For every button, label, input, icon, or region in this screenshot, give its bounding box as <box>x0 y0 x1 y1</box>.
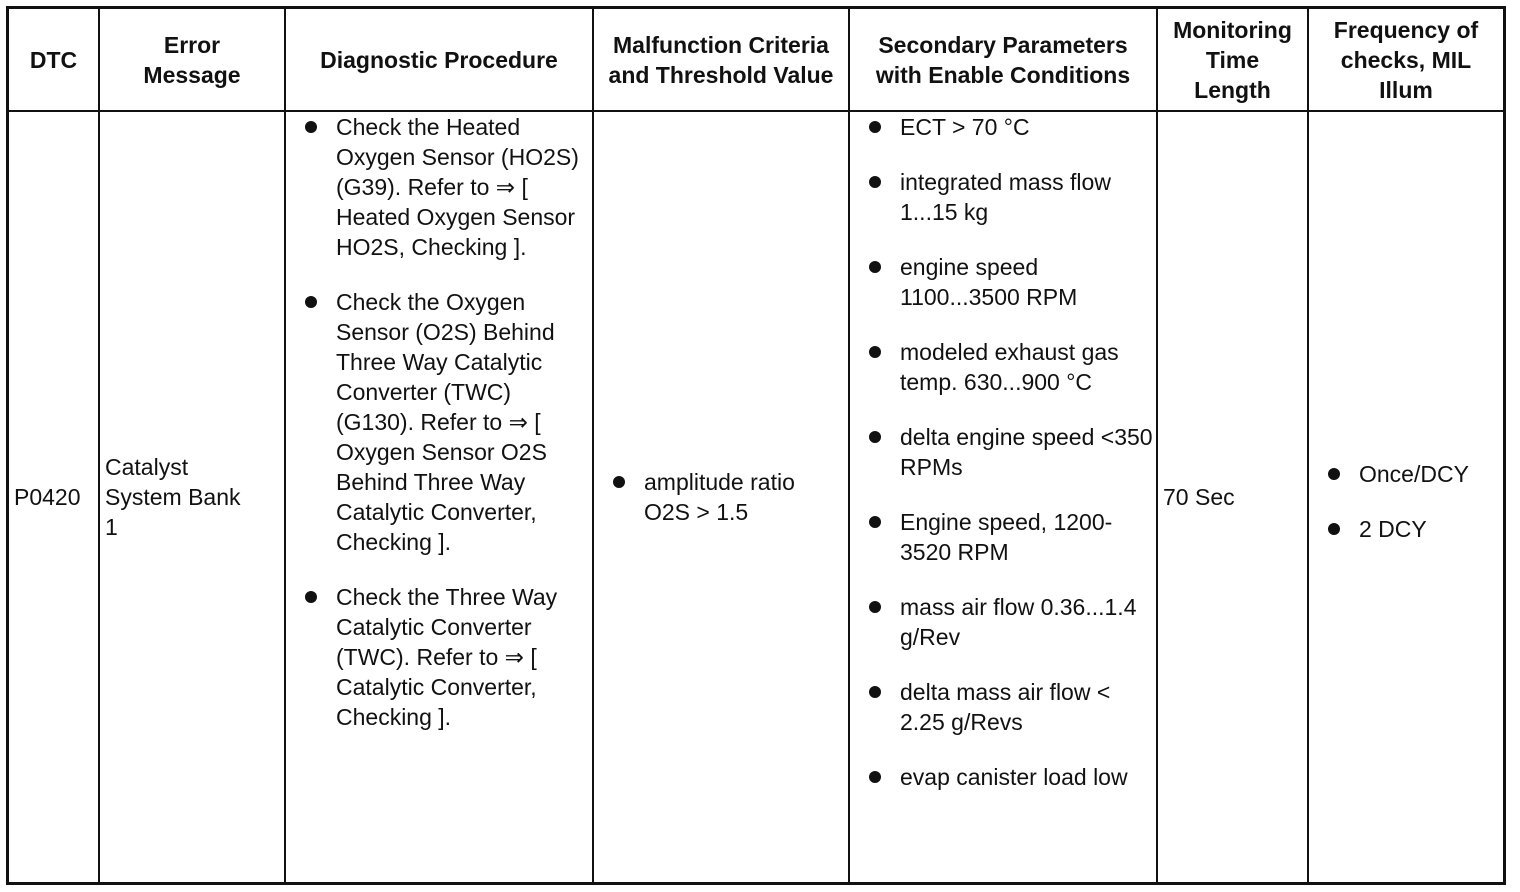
condition-item: delta mass air flow < 2.25 g/Revs <box>850 677 1156 737</box>
condition-item: modeled exhaust gas temp. 630...900 °C <box>850 337 1156 397</box>
header-frequency-text: Frequency of checks, MIL Illum <box>1333 16 1479 103</box>
table-row <box>9 112 1503 882</box>
frequency-list <box>1309 459 1469 544</box>
header-error-message <box>98 9 284 110</box>
criteria-list <box>594 467 848 527</box>
error-message-text: Catalyst System Bank 1 <box>105 454 241 540</box>
cell-dtc <box>9 112 98 882</box>
condition-item: evap canister load low <box>850 762 1156 792</box>
header-malfunction-criteria-text: Malfunction Criteria and Threshold Value <box>608 31 834 88</box>
table-header-row <box>9 9 1503 112</box>
procedure-item: Check the Oxygen Sensor (O2S) Behind Three Way Catalytic Converter (TWC) (G130). Refer to ⇒ [ Oxygen Sensor O2S Behind Three Way Catalytic Converter, Checking ]. <box>286 287 592 557</box>
header-diagnostic-procedure: Diagnostic Procedure <box>284 9 592 110</box>
procedure-item: Check the Heated Oxygen Sensor (HO2S) (G39). Refer to ⇒ [ Heated Oxygen Sensor HO2S, Checking ]. <box>286 112 592 262</box>
procedure-list <box>286 112 592 732</box>
frequency-item: 2 DCY <box>1309 514 1469 544</box>
conditions-list <box>850 112 1156 792</box>
header-monitoring-time-text: Monitoring Time Length <box>1173 16 1292 103</box>
condition-item: integrated mass flow 1...15 kg <box>850 167 1156 227</box>
monitoring-time-text: 70 Sec <box>1163 484 1235 510</box>
cell-monitoring-time <box>1156 112 1307 882</box>
cell-malfunction-criteria <box>592 112 848 882</box>
condition-item: mass air flow 0.36...1.4 g/Rev <box>850 592 1156 652</box>
cell-frequency <box>1307 112 1503 882</box>
cell-error-message <box>98 112 284 882</box>
header-error-message-text: Error Message <box>143 31 241 88</box>
condition-item: delta engine speed <350 RPMs <box>850 422 1156 482</box>
dtc-table <box>6 6 1506 885</box>
criteria-item: amplitude ratio O2S > 1.5 <box>594 467 848 527</box>
header-monitoring-time <box>1156 9 1307 110</box>
procedure-item: Check the Three Way Catalytic Converter (TWC). Refer to ⇒ [ Catalytic Converter, Checking ]. <box>286 582 592 732</box>
header-secondary-parameters <box>848 9 1156 110</box>
condition-item: Engine speed, 1200-3520 RPM <box>850 507 1156 567</box>
frequency-wrap <box>1309 451 1469 544</box>
header-dtc: DTC <box>29 46 78 73</box>
frequency-item: Once/DCY <box>1309 459 1469 489</box>
dtc-code: P0420 <box>14 484 81 510</box>
header-secondary-parameters-text: Secondary Parameters with Enable Conditions <box>875 31 1131 88</box>
header-frequency <box>1307 9 1503 110</box>
condition-item: engine speed 1100...3500 RPM <box>850 252 1156 312</box>
condition-item: ECT > 70 °C <box>850 112 1156 142</box>
header-malfunction-criteria <box>592 9 848 110</box>
cell-secondary-parameters <box>848 112 1156 882</box>
cell-diagnostic-procedure <box>284 112 592 882</box>
